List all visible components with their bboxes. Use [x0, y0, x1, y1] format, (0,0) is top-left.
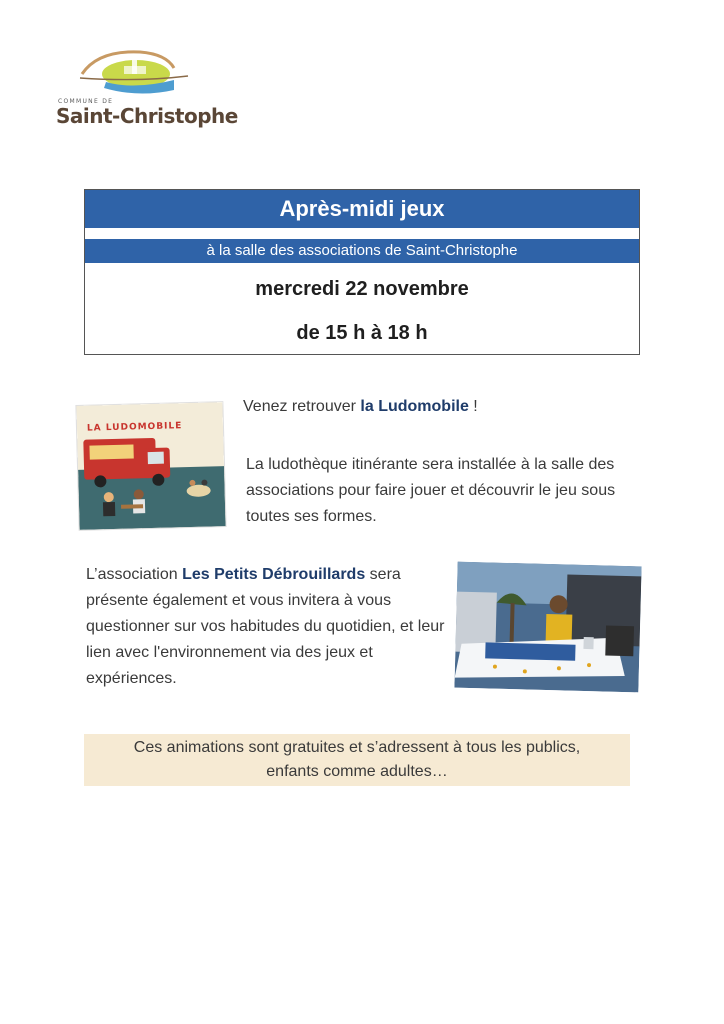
free-entry-note [84, 734, 630, 786]
ludomobile-description: La ludothèque itinérante sera installée à la salle des associations pour faire jouer et découvrir le jeu sous toutes ses formes. [246, 456, 616, 525]
note-line-1: Ces animations sont gratuites et s’adressent à tous les publics, [133, 739, 581, 756]
event-time: de 15 h à 18 h [296, 322, 428, 344]
event-date: mercredi 22 novembre [255, 278, 469, 300]
association-suffix: sera présente également et vous invitera à vous questionner sur vos habitudes du quotidien, et leur lien avec l'environnement via des jeux et expériences. [86, 566, 445, 687]
note-line-2: enfants comme adultes… [266, 763, 448, 780]
ludomobile-illustration [76, 402, 225, 530]
event-location: à la salle des associations de Saint-Christophe [85, 239, 639, 263]
intro-suffix: ! [468, 398, 478, 415]
association-prefix: L’association [86, 566, 183, 583]
petits-debrouillards-photo [454, 562, 641, 693]
logo-commune-label: COMMUNE DE [58, 98, 114, 105]
event-header [84, 189, 640, 355]
association-paragraph [86, 562, 446, 692]
ludomobile-intro [243, 394, 543, 420]
commune-logo [52, 46, 238, 128]
event-title: Après-midi jeux [85, 190, 639, 228]
logo-emblem-icon [78, 46, 190, 98]
ludomobile-sign: LA LUDOMOBILE [86, 421, 183, 434]
intro-prefix: Venez retrouver [243, 398, 361, 415]
intro-highlight: la Ludomobile [360, 398, 469, 415]
association-name: Les Petits Débrouillards [182, 566, 366, 583]
logo-name: Saint-Christophe [56, 104, 238, 128]
